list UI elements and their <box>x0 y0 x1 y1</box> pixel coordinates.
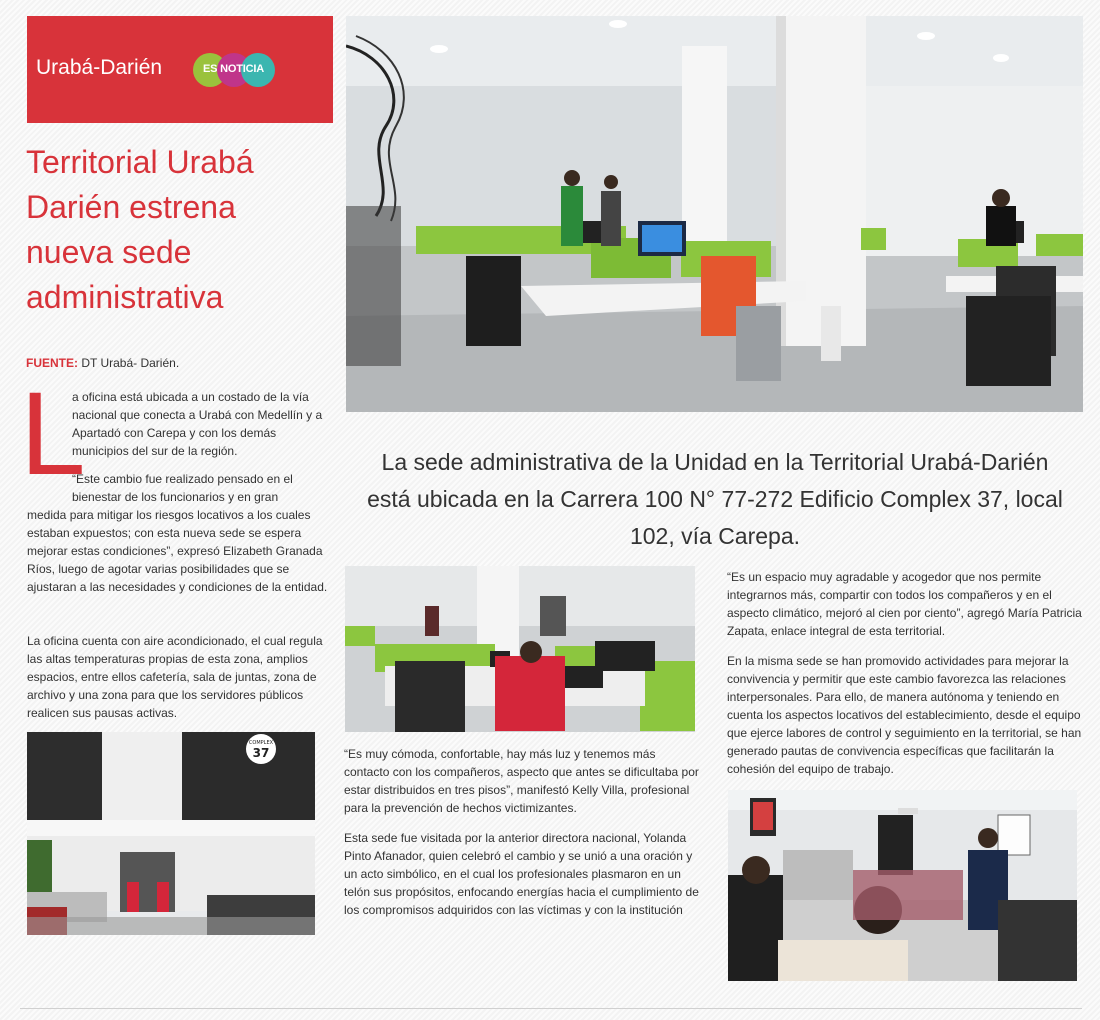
es-noticia-logo <box>193 53 277 87</box>
col3-paragraph-1: “Es un espacio muy agradable y acogedor que nos permite integrarnos más, compartir con todos los compañeros y en el aspecto climático, mejoró al cien por ciento”, agregó María Patricia Zapata, enlace integral de esta territorial. <box>727 570 1082 638</box>
photo-meeting <box>728 790 1077 981</box>
paragraph-2-rest: medida para mitigar los riesgos locativos a los cuales estaban expuestos; con esta nueva sede se espera mejorar estas condiciones”, expresó Elizabeth Granada Ríos, luego de agotar varias posibilidades que se ajustaran a las necesidades y condiciones de la entidad. <box>27 508 328 594</box>
photo-building-exterior <box>27 732 315 935</box>
section-title: Urabá-Darién <box>36 56 163 79</box>
source-label: FUENTE: <box>26 356 78 370</box>
bottom-divider <box>20 1008 1082 1009</box>
col2-paragraph-2: Esta sede fue visitada por la anterior directora nacional, Yolanda Pinto Afanador, quien celebró el cambio y se unió a una oración y un acto simbólico, en el cual los profesionales plasmaron en un telón sus propósitos, enfocando energías hacia el cumplimiento de los compromisos adquiridos con las víctimas y con la institución <box>344 831 699 917</box>
col2-paragraph-1: “Es muy cómoda, confortable, hay más luz y tenemos más contacto con los compañeros, aspecto que antes se dificultaba por estar distribuidos en tres pisos”, manifestó Kelly Villa, profesional para la prevención de hechos victimizantes. <box>344 747 699 815</box>
article-headline: Territorial Urabá Darién estrena nueva sede administrativa <box>26 144 254 315</box>
source-value: DT Urabá- Darién. <box>81 356 180 370</box>
paragraph-2 <box>27 470 334 596</box>
paragraph-3: La oficina cuenta con aire acondicionado, el cual regula las altas temperaturas propias de esta zona, amplios espacios, entre ellos cafetería, sala de juntas, zona de archivo y una zona para que los servidores públicos realicen sus pausas activas. <box>27 634 323 720</box>
pull-quote: La sede administrativa de la Unidad en la Territorial Urabá-Darién está ubicada en la Carrera 100 N° 77-272 Edificio Complex 37, local 102, vía Carepa. <box>367 449 1063 549</box>
paragraph-2-first: “Este cambio fue realizado pensado en el bienestar de los funcionarios y en gran <box>72 472 293 504</box>
logo-text: ES NOTICIA <box>203 63 264 75</box>
drop-cap: L <box>20 368 86 500</box>
building-sign-number: 37 <box>252 746 270 760</box>
photo-office-main <box>346 16 1083 412</box>
paragraph-1: a oficina está ubicada a un costado de la vía nacional que conecta a Urabá con Medellín y a Apartadó con Carepa y con los demás municipios del sur de la región. <box>72 390 323 458</box>
col3-paragraph-2: En la misma sede se han promovido actividades para mejorar la convivencia y permitir que este cambio favorezca las relaciones interpersonales. Para ello, de manera autónoma y teniendo en cuenta los aspectos locativos del establecimiento, desde el equipo que ejerce labores de control y seguimiento en la territorial, se han generado pautas de convivencia específicas que facilitarán la cohesión del equipo de trabajo. <box>727 654 1082 776</box>
building-sign-small: COMPLEX <box>248 740 274 746</box>
photo-office-desks <box>345 566 695 732</box>
